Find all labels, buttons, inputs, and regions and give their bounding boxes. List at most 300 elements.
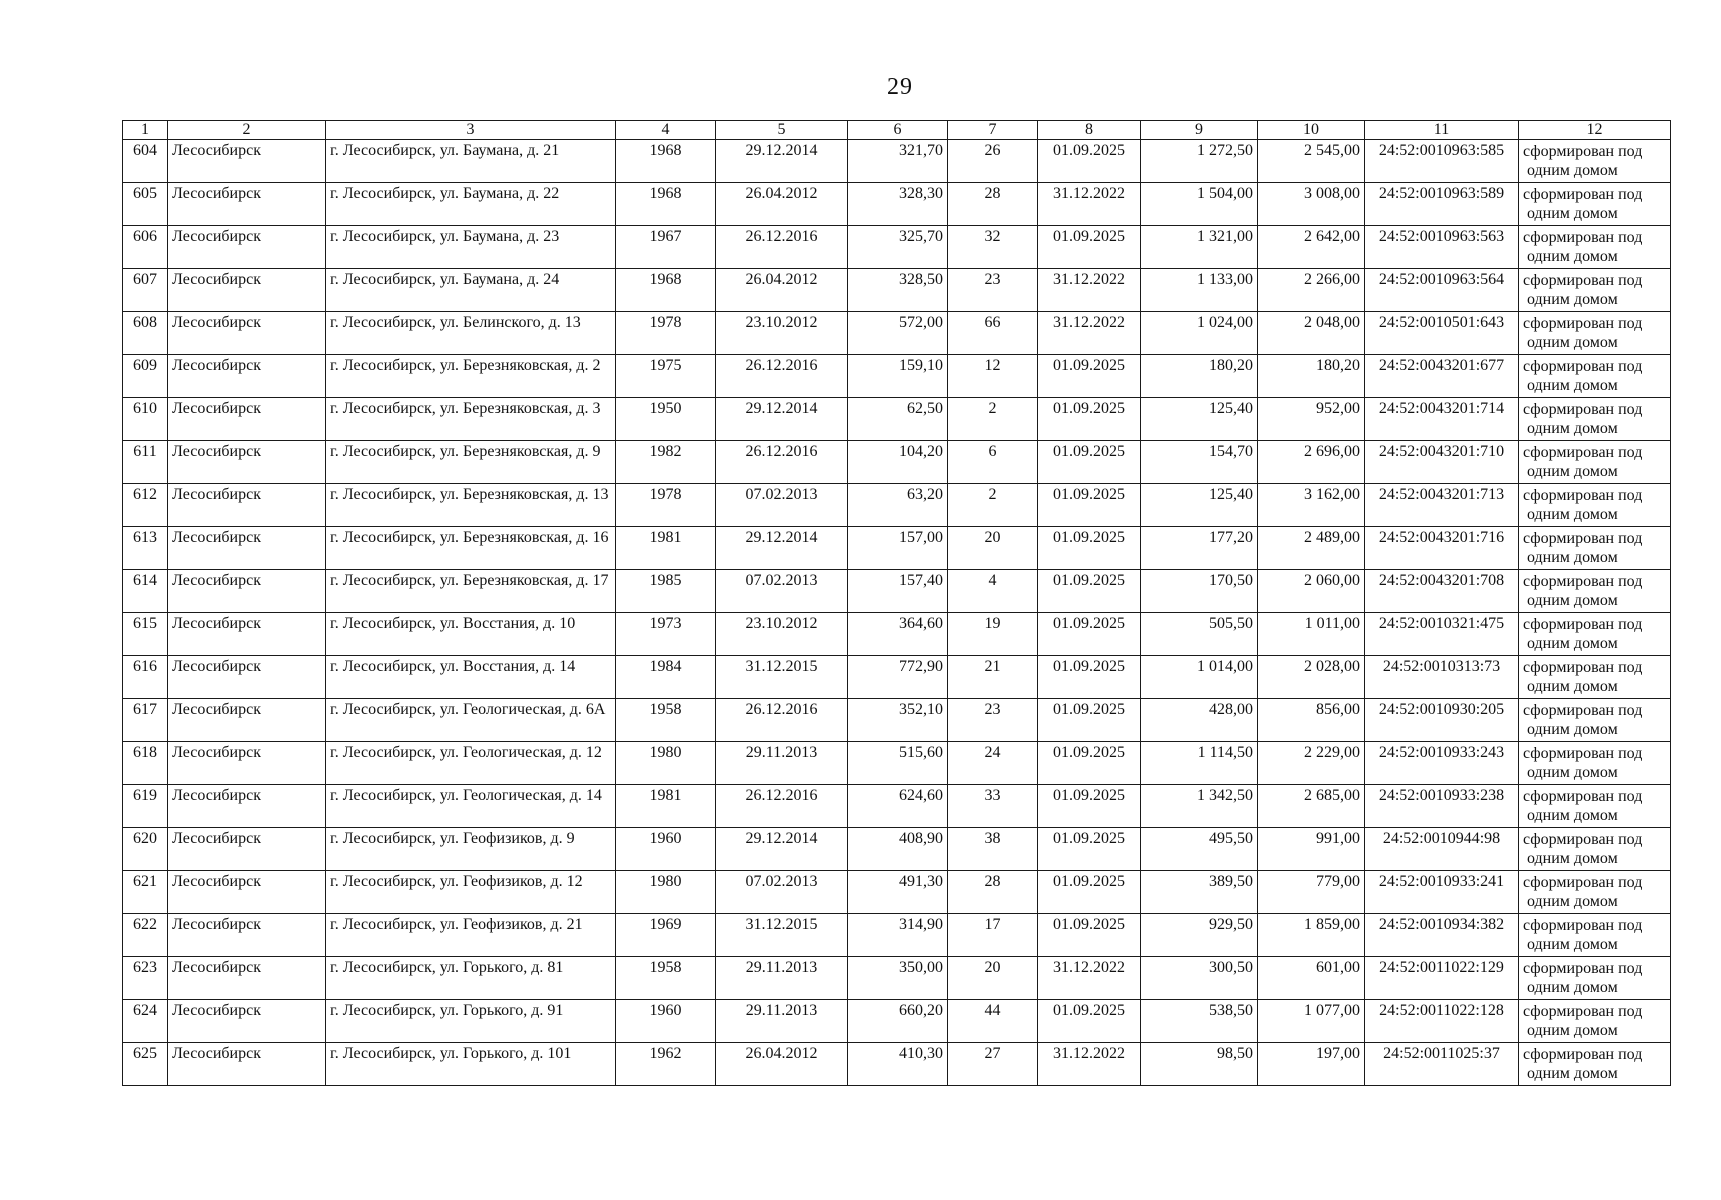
column-header: 7	[948, 121, 1038, 140]
city-cell: Лесосибирск	[168, 355, 326, 398]
land-status-line: сформирован под	[1523, 788, 1643, 805]
table-row	[123, 484, 1671, 527]
build-year-cell: 1984	[616, 656, 716, 699]
value-cell: 125,40	[1141, 398, 1258, 441]
date-cell: 07.02.2013	[716, 484, 848, 527]
land-status-line: одним домом	[1527, 635, 1618, 652]
build-year-cell: 1968	[616, 140, 716, 183]
cadastral-number-cell: 24:52:0010930:205	[1365, 699, 1519, 742]
area-cell: 515,60	[848, 742, 948, 785]
build-year-cell: 1978	[616, 484, 716, 527]
cadastral-number-cell: 24:52:0043201:708	[1365, 570, 1519, 613]
cadastral-number-cell: 24:52:0010963:585	[1365, 140, 1519, 183]
date-cell: 29.12.2014	[716, 140, 848, 183]
land-status-line: одним домом	[1527, 420, 1618, 437]
area-cell: 491,30	[848, 871, 948, 914]
value-cell: 505,50	[1141, 613, 1258, 656]
header-row	[123, 121, 1671, 140]
build-year-cell: 1969	[616, 914, 716, 957]
value-cell: 2 048,00	[1258, 312, 1365, 355]
build-year-cell: 1958	[616, 957, 716, 1000]
table-row	[123, 785, 1671, 828]
deadline-date-cell: 01.09.2025	[1038, 656, 1141, 699]
table-row	[123, 1043, 1671, 1086]
table-row	[123, 269, 1671, 312]
deadline-date-cell: 01.09.2025	[1038, 484, 1141, 527]
build-year-cell: 1950	[616, 398, 716, 441]
city-cell: Лесосибирск	[168, 914, 326, 957]
row-number: 618	[123, 742, 168, 785]
land-status-cell	[1519, 226, 1671, 269]
value-cell: 1 114,50	[1141, 742, 1258, 785]
deadline-date-cell: 01.09.2025	[1038, 226, 1141, 269]
land-status-line: сформирован под	[1523, 745, 1643, 762]
address-cell: г. Лесосибирск, ул. Восстания, д. 10	[326, 613, 616, 656]
row-number: 624	[123, 1000, 168, 1043]
cadastral-number-cell: 24:52:0011022:128	[1365, 1000, 1519, 1043]
table-row	[123, 183, 1671, 226]
city-cell: Лесосибирск	[168, 1043, 326, 1086]
land-status-cell	[1519, 957, 1671, 1000]
land-status-cell	[1519, 699, 1671, 742]
area-cell: 62,50	[848, 398, 948, 441]
land-status-line: одним домом	[1527, 205, 1618, 222]
land-status-line: сформирован под	[1523, 702, 1643, 719]
land-status-line: сформирован под	[1523, 1046, 1643, 1063]
area-cell: 325,70	[848, 226, 948, 269]
deadline-date-cell: 01.09.2025	[1038, 828, 1141, 871]
cadastral-number-cell: 24:52:0043201:710	[1365, 441, 1519, 484]
land-status-line: одним домом	[1527, 162, 1618, 179]
area-cell: 159,10	[848, 355, 948, 398]
value-cell: 991,00	[1258, 828, 1365, 871]
city-cell: Лесосибирск	[168, 484, 326, 527]
area-cell: 63,20	[848, 484, 948, 527]
deadline-date-cell: 31.12.2022	[1038, 957, 1141, 1000]
land-status-line: одним домом	[1527, 334, 1618, 351]
value-cell: 1 077,00	[1258, 1000, 1365, 1043]
table-row	[123, 742, 1671, 785]
column-header: 1	[123, 121, 168, 140]
cadastral-number-cell: 24:52:0043201:716	[1365, 527, 1519, 570]
row-number: 625	[123, 1043, 168, 1086]
deadline-date-cell: 01.09.2025	[1038, 871, 1141, 914]
date-cell: 29.11.2013	[716, 1000, 848, 1043]
address-cell: г. Лесосибирск, ул. Геофизиков, д. 12	[326, 871, 616, 914]
land-status-cell	[1519, 269, 1671, 312]
count-cell: 28	[948, 183, 1038, 226]
cadastral-number-cell: 24:52:0010933:241	[1365, 871, 1519, 914]
table-row	[123, 914, 1671, 957]
table-row	[123, 871, 1671, 914]
land-status-line: сформирован под	[1523, 1003, 1643, 1020]
value-cell: 601,00	[1258, 957, 1365, 1000]
land-status-cell	[1519, 1000, 1671, 1043]
cadastral-number-cell: 24:52:0010501:643	[1365, 312, 1519, 355]
city-cell: Лесосибирск	[168, 699, 326, 742]
value-cell: 2 685,00	[1258, 785, 1365, 828]
date-cell: 23.10.2012	[716, 312, 848, 355]
address-cell: г. Лесосибирск, ул. Горького, д. 91	[326, 1000, 616, 1043]
land-status-line: одним домом	[1527, 291, 1618, 308]
deadline-date-cell: 01.09.2025	[1038, 398, 1141, 441]
land-status-line: сформирован под	[1523, 874, 1643, 891]
column-header: 4	[616, 121, 716, 140]
row-number: 622	[123, 914, 168, 957]
column-header: 12	[1519, 121, 1671, 140]
cadastral-number-cell: 24:52:0010963:564	[1365, 269, 1519, 312]
address-cell: г. Лесосибирск, ул. Геологическая, д. 12	[326, 742, 616, 785]
land-status-line: сформирован под	[1523, 358, 1643, 375]
land-status-cell	[1519, 140, 1671, 183]
land-status-line: одним домом	[1527, 248, 1618, 265]
date-cell: 23.10.2012	[716, 613, 848, 656]
date-cell: 26.12.2016	[716, 441, 848, 484]
table-body	[123, 140, 1671, 1086]
build-year-cell: 1968	[616, 183, 716, 226]
date-cell: 31.12.2015	[716, 914, 848, 957]
land-status-line: сформирован под	[1523, 616, 1643, 633]
land-status-line: одним домом	[1527, 549, 1618, 566]
row-number: 621	[123, 871, 168, 914]
count-cell: 6	[948, 441, 1038, 484]
address-cell: г. Лесосибирск, ул. Геофизиков, д. 21	[326, 914, 616, 957]
date-cell: 29.11.2013	[716, 957, 848, 1000]
area-cell: 328,50	[848, 269, 948, 312]
row-number: 607	[123, 269, 168, 312]
deadline-date-cell: 01.09.2025	[1038, 355, 1141, 398]
count-cell: 66	[948, 312, 1038, 355]
address-cell: г. Лесосибирск, ул. Баумана, д. 22	[326, 183, 616, 226]
land-status-cell	[1519, 785, 1671, 828]
value-cell: 538,50	[1141, 1000, 1258, 1043]
count-cell: 33	[948, 785, 1038, 828]
cadastral-number-cell: 24:52:0010944:98	[1365, 828, 1519, 871]
city-cell: Лесосибирск	[168, 140, 326, 183]
cadastral-number-cell: 24:52:0010933:238	[1365, 785, 1519, 828]
area-cell: 410,30	[848, 1043, 948, 1086]
land-status-cell	[1519, 312, 1671, 355]
housing-register-table	[122, 120, 1671, 1086]
address-cell: г. Лесосибирск, ул. Геологическая, д. 14	[326, 785, 616, 828]
count-cell: 24	[948, 742, 1038, 785]
value-cell: 180,20	[1258, 355, 1365, 398]
area-cell: 364,60	[848, 613, 948, 656]
land-status-line: сформирован под	[1523, 229, 1643, 246]
address-cell: г. Лесосибирск, ул. Березняковская, д. 13	[326, 484, 616, 527]
land-status-line: одним домом	[1527, 721, 1618, 738]
count-cell: 27	[948, 1043, 1038, 1086]
value-cell: 779,00	[1258, 871, 1365, 914]
count-cell: 32	[948, 226, 1038, 269]
value-cell: 2 489,00	[1258, 527, 1365, 570]
land-status-cell	[1519, 570, 1671, 613]
cadastral-number-cell: 24:52:0011025:37	[1365, 1043, 1519, 1086]
city-cell: Лесосибирск	[168, 527, 326, 570]
area-cell: 624,60	[848, 785, 948, 828]
land-status-cell	[1519, 828, 1671, 871]
row-number: 609	[123, 355, 168, 398]
land-status-cell	[1519, 742, 1671, 785]
deadline-date-cell: 01.09.2025	[1038, 1000, 1141, 1043]
address-cell: г. Лесосибирск, ул. Баумана, д. 21	[326, 140, 616, 183]
land-status-line: сформирован под	[1523, 143, 1643, 160]
build-year-cell: 1962	[616, 1043, 716, 1086]
value-cell: 177,20	[1141, 527, 1258, 570]
value-cell: 389,50	[1141, 871, 1258, 914]
land-status-cell	[1519, 656, 1671, 699]
value-cell: 1 011,00	[1258, 613, 1365, 656]
area-cell: 350,00	[848, 957, 948, 1000]
area-cell: 157,40	[848, 570, 948, 613]
land-status-line: сформирован под	[1523, 530, 1643, 547]
date-cell: 26.04.2012	[716, 269, 848, 312]
column-number-header	[123, 121, 1671, 140]
value-cell: 197,00	[1258, 1043, 1365, 1086]
value-cell: 1 504,00	[1141, 183, 1258, 226]
count-cell: 23	[948, 699, 1038, 742]
land-status-line: одним домом	[1527, 807, 1618, 824]
row-number: 616	[123, 656, 168, 699]
build-year-cell: 1985	[616, 570, 716, 613]
count-cell: 20	[948, 957, 1038, 1000]
cadastral-number-cell: 24:52:0043201:677	[1365, 355, 1519, 398]
cadastral-number-cell: 24:52:0010963:563	[1365, 226, 1519, 269]
value-cell: 2 642,00	[1258, 226, 1365, 269]
date-cell: 29.11.2013	[716, 742, 848, 785]
page-number: 29	[887, 74, 913, 100]
address-cell: г. Лесосибирск, ул. Горького, д. 101	[326, 1043, 616, 1086]
value-cell: 1 859,00	[1258, 914, 1365, 957]
value-cell: 300,50	[1141, 957, 1258, 1000]
address-cell: г. Лесосибирск, ул. Белинского, д. 13	[326, 312, 616, 355]
table-row	[123, 957, 1671, 1000]
table-row	[123, 140, 1671, 183]
deadline-date-cell: 01.09.2025	[1038, 742, 1141, 785]
deadline-date-cell: 01.09.2025	[1038, 613, 1141, 656]
table-row	[123, 613, 1671, 656]
value-cell: 1 133,00	[1141, 269, 1258, 312]
table-row	[123, 441, 1671, 484]
city-cell: Лесосибирск	[168, 183, 326, 226]
value-cell: 2 229,00	[1258, 742, 1365, 785]
value-cell: 952,00	[1258, 398, 1365, 441]
land-status-cell	[1519, 441, 1671, 484]
address-cell: г. Лесосибирск, ул. Геологическая, д. 6А	[326, 699, 616, 742]
row-number: 615	[123, 613, 168, 656]
city-cell: Лесосибирск	[168, 742, 326, 785]
land-status-line: одним домом	[1527, 592, 1618, 609]
cadastral-number-cell: 24:52:0010321:475	[1365, 613, 1519, 656]
address-cell: г. Лесосибирск, ул. Горького, д. 81	[326, 957, 616, 1000]
value-cell: 98,50	[1141, 1043, 1258, 1086]
date-cell: 07.02.2013	[716, 871, 848, 914]
deadline-date-cell: 01.09.2025	[1038, 914, 1141, 957]
land-status-line: одним домом	[1527, 764, 1618, 781]
value-cell: 1 014,00	[1141, 656, 1258, 699]
land-status-line: сформирован под	[1523, 401, 1643, 418]
build-year-cell: 1981	[616, 785, 716, 828]
row-number: 610	[123, 398, 168, 441]
build-year-cell: 1973	[616, 613, 716, 656]
value-cell: 428,00	[1141, 699, 1258, 742]
column-header: 5	[716, 121, 848, 140]
count-cell: 28	[948, 871, 1038, 914]
city-cell: Лесосибирск	[168, 871, 326, 914]
build-year-cell: 1978	[616, 312, 716, 355]
value-cell: 3 162,00	[1258, 484, 1365, 527]
row-number: 619	[123, 785, 168, 828]
land-status-line: сформирован под	[1523, 831, 1643, 848]
count-cell: 2	[948, 484, 1038, 527]
address-cell: г. Лесосибирск, ул. Березняковская, д. 2	[326, 355, 616, 398]
land-status-line: одним домом	[1527, 850, 1618, 867]
land-status-cell	[1519, 398, 1671, 441]
count-cell: 44	[948, 1000, 1038, 1043]
city-cell: Лесосибирск	[168, 656, 326, 699]
city-cell: Лесосибирск	[168, 1000, 326, 1043]
row-number: 617	[123, 699, 168, 742]
city-cell: Лесосибирск	[168, 613, 326, 656]
value-cell: 154,70	[1141, 441, 1258, 484]
table-row	[123, 699, 1671, 742]
city-cell: Лесосибирск	[168, 269, 326, 312]
row-number: 620	[123, 828, 168, 871]
land-status-cell	[1519, 613, 1671, 656]
value-cell: 3 008,00	[1258, 183, 1365, 226]
land-status-line: сформирован под	[1523, 917, 1643, 934]
deadline-date-cell: 01.09.2025	[1038, 785, 1141, 828]
land-status-line: сформирован под	[1523, 659, 1643, 676]
date-cell: 31.12.2015	[716, 656, 848, 699]
date-cell: 29.12.2014	[716, 398, 848, 441]
build-year-cell: 1980	[616, 871, 716, 914]
address-cell: г. Лесосибирск, ул. Березняковская, д. 16	[326, 527, 616, 570]
value-cell: 1 342,50	[1141, 785, 1258, 828]
date-cell: 29.12.2014	[716, 828, 848, 871]
land-status-line: сформирован под	[1523, 272, 1643, 289]
build-year-cell: 1968	[616, 269, 716, 312]
land-status-line: одним домом	[1527, 1065, 1618, 1082]
city-cell: Лесосибирск	[168, 828, 326, 871]
date-cell: 07.02.2013	[716, 570, 848, 613]
cadastral-number-cell: 24:52:0043201:713	[1365, 484, 1519, 527]
value-cell: 2 266,00	[1258, 269, 1365, 312]
row-number: 605	[123, 183, 168, 226]
count-cell: 17	[948, 914, 1038, 957]
area-cell: 572,00	[848, 312, 948, 355]
area-cell: 408,90	[848, 828, 948, 871]
date-cell: 26.04.2012	[716, 183, 848, 226]
address-cell: г. Лесосибирск, ул. Восстания, д. 14	[326, 656, 616, 699]
land-status-line: одним домом	[1527, 678, 1618, 695]
land-status-line: сформирован под	[1523, 315, 1643, 332]
row-number: 613	[123, 527, 168, 570]
land-status-line: сформирован под	[1523, 573, 1643, 590]
city-cell: Лесосибирск	[168, 312, 326, 355]
cadastral-number-cell: 24:52:0010313:73	[1365, 656, 1519, 699]
value-cell: 1 024,00	[1141, 312, 1258, 355]
land-status-line: сформирован под	[1523, 444, 1643, 461]
row-number: 608	[123, 312, 168, 355]
count-cell: 23	[948, 269, 1038, 312]
build-year-cell: 1967	[616, 226, 716, 269]
deadline-date-cell: 01.09.2025	[1038, 527, 1141, 570]
land-status-line: сформирован под	[1523, 960, 1643, 977]
cadastral-number-cell: 24:52:0011022:129	[1365, 957, 1519, 1000]
deadline-date-cell: 31.12.2022	[1038, 183, 1141, 226]
count-cell: 38	[948, 828, 1038, 871]
value-cell: 2 060,00	[1258, 570, 1365, 613]
row-number: 606	[123, 226, 168, 269]
column-header: 9	[1141, 121, 1258, 140]
deadline-date-cell: 01.09.2025	[1038, 140, 1141, 183]
column-header: 2	[168, 121, 326, 140]
land-status-line: одним домом	[1527, 936, 1618, 953]
row-number: 604	[123, 140, 168, 183]
land-status-cell	[1519, 871, 1671, 914]
address-cell: г. Лесосибирск, ул. Геофизиков, д. 9	[326, 828, 616, 871]
build-year-cell: 1975	[616, 355, 716, 398]
city-cell: Лесосибирск	[168, 785, 326, 828]
address-cell: г. Лесосибирск, ул. Березняковская, д. 9	[326, 441, 616, 484]
value-cell: 2 545,00	[1258, 140, 1365, 183]
table-row	[123, 570, 1671, 613]
table-row	[123, 226, 1671, 269]
land-status-cell	[1519, 1043, 1671, 1086]
table-row	[123, 355, 1671, 398]
build-year-cell: 1960	[616, 828, 716, 871]
land-status-line: одним домом	[1527, 893, 1618, 910]
build-year-cell: 1981	[616, 527, 716, 570]
count-cell: 20	[948, 527, 1038, 570]
count-cell: 2	[948, 398, 1038, 441]
address-cell: г. Лесосибирск, ул. Березняковская, д. 17	[326, 570, 616, 613]
land-status-line: одним домом	[1527, 979, 1618, 996]
date-cell: 26.12.2016	[716, 226, 848, 269]
count-cell: 19	[948, 613, 1038, 656]
area-cell: 328,30	[848, 183, 948, 226]
area-cell: 772,90	[848, 656, 948, 699]
city-cell: Лесосибирск	[168, 441, 326, 484]
row-number: 614	[123, 570, 168, 613]
land-status-cell	[1519, 355, 1671, 398]
land-status-line: одним домом	[1527, 463, 1618, 480]
table-row	[123, 1000, 1671, 1043]
land-status-line: одним домом	[1527, 506, 1618, 523]
value-cell: 125,40	[1141, 484, 1258, 527]
value-cell: 1 321,00	[1141, 226, 1258, 269]
value-cell: 495,50	[1141, 828, 1258, 871]
build-year-cell: 1958	[616, 699, 716, 742]
date-cell: 26.04.2012	[716, 1043, 848, 1086]
value-cell: 856,00	[1258, 699, 1365, 742]
address-cell: г. Лесосибирск, ул. Баумана, д. 23	[326, 226, 616, 269]
table-row	[123, 828, 1671, 871]
row-number: 612	[123, 484, 168, 527]
cadastral-number-cell: 24:52:0010934:382	[1365, 914, 1519, 957]
table-row	[123, 527, 1671, 570]
deadline-date-cell: 01.09.2025	[1038, 699, 1141, 742]
date-cell: 26.12.2016	[716, 699, 848, 742]
area-cell: 157,00	[848, 527, 948, 570]
deadline-date-cell: 01.09.2025	[1038, 441, 1141, 484]
date-cell: 26.12.2016	[716, 355, 848, 398]
table-row	[123, 312, 1671, 355]
land-status-cell	[1519, 183, 1671, 226]
count-cell: 21	[948, 656, 1038, 699]
column-header: 3	[326, 121, 616, 140]
